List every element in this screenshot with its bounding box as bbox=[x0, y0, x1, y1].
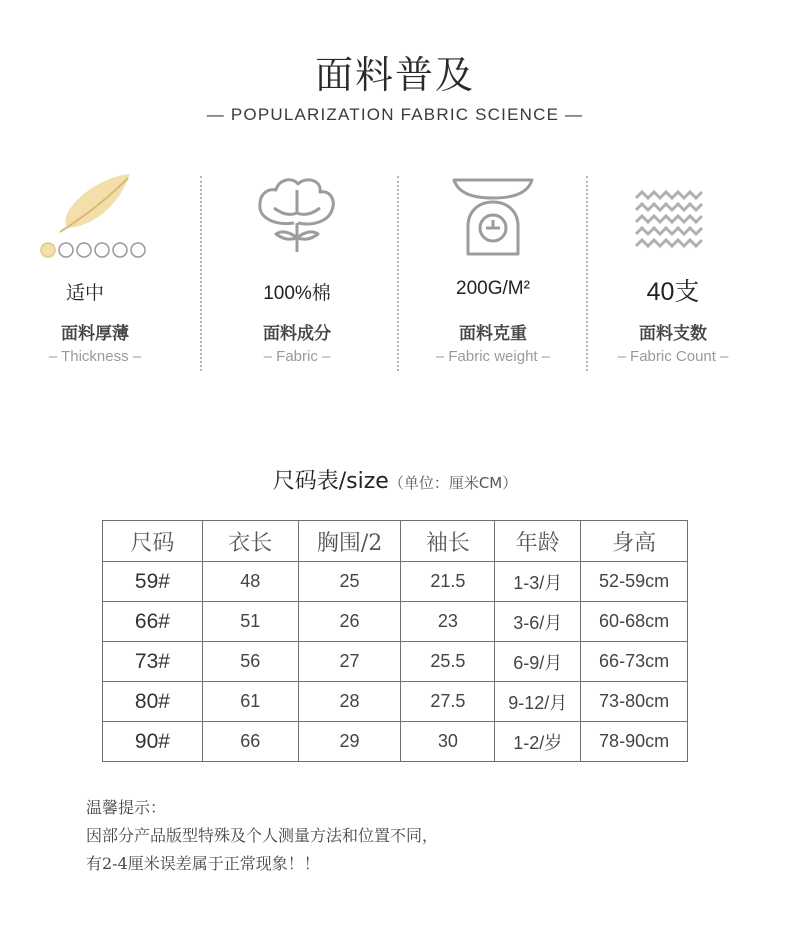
size-chart-title-text: 尺码表/size bbox=[272, 469, 389, 494]
weight-en: – Fabric weight – bbox=[435, 348, 551, 365]
table-cell: 6-9/月 bbox=[495, 642, 581, 682]
table-cell: 61 bbox=[202, 682, 298, 722]
table-cell: 73-80cm bbox=[581, 682, 688, 722]
fabric-features bbox=[0, 168, 790, 373]
table-cell: 48 bbox=[202, 562, 298, 602]
count-label: 面料支数 bbox=[639, 324, 707, 344]
table-cell: 60-68cm bbox=[581, 602, 688, 642]
table-cell: 3-6/月 bbox=[495, 602, 581, 642]
size-chart-title bbox=[0, 464, 790, 495]
table-cell: 52-59cm bbox=[581, 562, 688, 602]
page-subtitle: — POPULARIZATION FABRIC SCIENCE — bbox=[206, 105, 584, 124]
table-row bbox=[103, 562, 688, 602]
header-cell: 袖长 bbox=[401, 521, 495, 562]
header-cell: 尺码 bbox=[103, 521, 203, 562]
thickness-en: – Thickness – bbox=[48, 348, 142, 365]
table-cell: 25.5 bbox=[401, 642, 495, 682]
thickness-label: 面料厚薄 bbox=[61, 324, 129, 344]
table-cell: 27 bbox=[298, 642, 401, 682]
tips-title: 温馨提示： bbox=[86, 798, 167, 817]
fabric-label: 面料成分 bbox=[263, 324, 331, 344]
count-en: – Fabric Count – bbox=[617, 348, 729, 365]
weight-value: 200G/M² bbox=[456, 278, 530, 299]
thickness-value: 适中 bbox=[65, 283, 104, 304]
table-cell: 21.5 bbox=[401, 562, 495, 602]
table-row bbox=[103, 642, 688, 682]
header-cell: 胸围/2 bbox=[298, 521, 401, 562]
table-cell: 1-2/岁 bbox=[495, 722, 581, 762]
header-cell: 衣长 bbox=[202, 521, 298, 562]
size-chart-unit: （单位：厘米CM） bbox=[388, 474, 518, 492]
cotton-icon bbox=[202, 168, 392, 263]
tips-block bbox=[86, 794, 438, 878]
table-cell: 25 bbox=[298, 562, 401, 602]
table-cell: 29 bbox=[298, 722, 401, 762]
table-cell: 28 bbox=[298, 682, 401, 722]
table-cell: 66-73cm bbox=[581, 642, 688, 682]
fabric-value: 100%棉 bbox=[263, 283, 331, 304]
table-cell: 51 bbox=[202, 602, 298, 642]
table-cell: 59# bbox=[103, 562, 203, 602]
count-value: 40支 bbox=[646, 278, 700, 306]
table-cell: 66# bbox=[103, 602, 203, 642]
table-cell: 23 bbox=[401, 602, 495, 642]
feather-icon bbox=[0, 168, 190, 263]
table-row bbox=[103, 602, 688, 642]
scale-icon bbox=[398, 168, 588, 263]
table-cell: 9-12/月 bbox=[495, 682, 581, 722]
table-cell: 27.5 bbox=[401, 682, 495, 722]
size-table-header-row bbox=[103, 521, 688, 562]
table-row bbox=[103, 722, 688, 762]
table-cell: 26 bbox=[298, 602, 401, 642]
table-cell: 66 bbox=[202, 722, 298, 762]
fabric-en: – Fabric – bbox=[263, 348, 331, 365]
feature-weight bbox=[398, 168, 588, 373]
header-cell: 年龄 bbox=[495, 521, 581, 562]
tips-line: 因部分产品版型特殊及个人测量方法和位置不同， bbox=[86, 826, 439, 845]
table-cell: 56 bbox=[202, 642, 298, 682]
page-title: 面料普及 bbox=[314, 53, 475, 97]
feature-count bbox=[578, 168, 768, 373]
table-cell: 78-90cm bbox=[581, 722, 688, 762]
table-cell: 80# bbox=[103, 682, 203, 722]
header-cell: 身高 bbox=[581, 521, 688, 562]
table-cell: 1-3/月 bbox=[495, 562, 581, 602]
feature-fabric bbox=[202, 168, 392, 373]
table-cell: 90# bbox=[103, 722, 203, 762]
size-table bbox=[102, 520, 688, 762]
weight-label: 面料克重 bbox=[459, 324, 527, 344]
table-cell: 30 bbox=[401, 722, 495, 762]
weave-icon bbox=[578, 168, 768, 263]
tips-line: 有2-4厘米误差属于正常现象！！ bbox=[86, 854, 320, 873]
table-row bbox=[103, 682, 688, 722]
table-cell: 73# bbox=[103, 642, 203, 682]
feature-thickness bbox=[0, 168, 190, 373]
